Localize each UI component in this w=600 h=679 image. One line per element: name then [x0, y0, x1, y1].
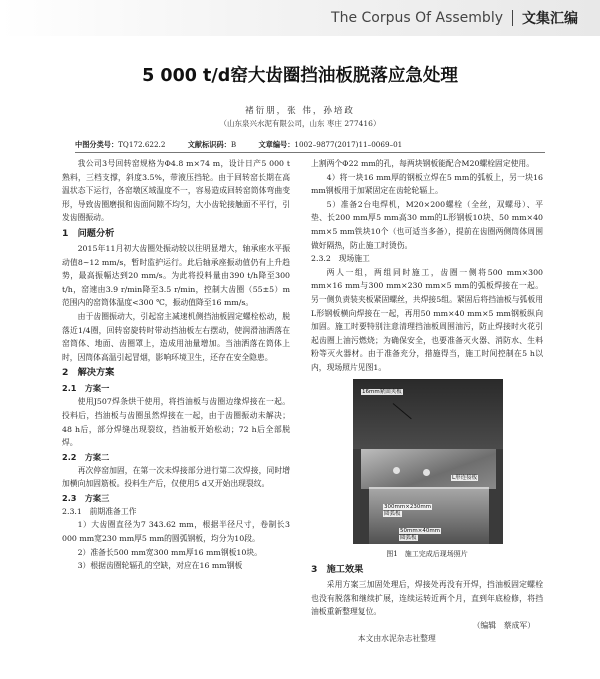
- section-2-3-2-heading: 2.3.2 现场施工: [311, 254, 370, 264]
- left-column: [62, 157, 290, 573]
- photo-oil-baffle: [361, 449, 496, 489]
- photo-bolt: [393, 467, 400, 474]
- section-2-3-2-paragraph: 两人一组，两组同时施工，齿圈一侧将500 mm×300 mm×16 mm与300 mm×230 mm×5 mm的弧板焊接在一起。另一侧负责装夹板紧固螺丝，共焊接5组。紧固后将挡油板与弧板用L形钢板横向焊接在一起，再用50 mm×40 mm×5 mm钢板纵向加固。施工时要特别注意清理挡油板周围油污，防止焊接时火花引起齿圈上油污燃烧；为确保安全，也要准备灭火器、消防水、生料粉等灭火器材。由于准备充分，措施得当，施工时间控制在5 h以内，现场照片见图1。: [311, 267, 543, 372]
- no-label: 文章编号：: [258, 140, 295, 149]
- article-authors: 褚衍朋，张 伟，孙培政: [245, 106, 355, 116]
- doc-value: B: [230, 140, 237, 149]
- clc-label: 中图分类号：: [75, 140, 119, 149]
- no-value: 1002–9877(2017)11–0069–01: [294, 140, 403, 149]
- section-2-2-paragraph: 再次停窑加固，在第一次未焊接部分进行第二次焊接，同时增加横向加固筋板。投料生产后，仅使用5 d又开始出现裂纹。: [62, 465, 290, 489]
- continued-paragraph: 上割两个Φ22 mm的孔，每两块钢板能配合M20螺栓固定使用。: [311, 159, 535, 168]
- article-meta: [75, 140, 422, 150]
- section-2-2-heading: 2.2 方案二: [62, 451, 110, 462]
- meta-divider: [75, 152, 545, 153]
- section-2-heading: 2 解决方案: [62, 367, 115, 379]
- label-arc-plate-size: 300mm×230mm: [384, 503, 432, 510]
- section-2-3-heading: 2.3 方案三: [62, 492, 110, 503]
- prep-item-4: 4）将一块16 mm厚的钢板立焊在5 mm的弧板上，另一块16 mm钢板用于加紧固定在齿轮轮辐上。: [311, 172, 543, 196]
- journal-title-en: The Corpus Of Assembly: [331, 10, 503, 26]
- label-clamp-plate: 16mm紧固夹板: [362, 388, 402, 395]
- article-title: 5 000 t/d窑大齿圈挡油板脱落应急处理: [142, 66, 458, 86]
- article-affiliation: （山东泉兴水泥有限公司，山东 枣庄 277416）: [219, 119, 381, 128]
- section-1-paragraph-2: 由于齿圈振动大，引起窑主减速机侧挡油板固定螺栓松动，脱落近1/4圈，回转窑旋转时带动挡油板左右摆动，使润滑油洒落在窑筒体、地面、齿圈罩上，造成用油量增加。当油洒落在筒体上时，因筒体高温引起冒烟，影响环境卫生，还存在安全隐患。: [62, 311, 290, 362]
- section-2-1-heading: 2.1 方案一: [62, 383, 110, 394]
- journal-title-cn: 文集汇编: [522, 11, 578, 27]
- label-block-size: 50mm×40mm: [400, 527, 441, 534]
- label-arc-plate: 圆弧板: [384, 510, 401, 517]
- section-3-paragraph: 采用方案三加固处理后，焊接处再没有开焊，挡油板固定螺栓也没有脱落和继续扩展，连续运转近两个月，直到年底检修，将挡油板重新整理复位。: [311, 580, 543, 617]
- label-l-plate: L形连接板: [452, 474, 478, 481]
- page-header: [0, 0, 600, 36]
- section-3-heading: 3 施工效果: [311, 564, 364, 576]
- prep-item-5: 5）准备2台电焊机，M20×200螺栓（全丝，双螺母）、平垫、长200 mm厚5 mm高30 mm的L形钢板10块、50 mm×40 mm×5 mm铁块10个（也可适当多备），提前在齿圈两侧筒体周围做好隔热，防止施工时烫伤。: [311, 199, 543, 250]
- right-column: [311, 157, 543, 646]
- section-2-3-1-item-3: 3）根据齿圈轮辐孔的空缺，对应在16 mm钢板: [77, 561, 243, 571]
- clc-value: TQ172.622.2: [118, 140, 166, 149]
- section-1-heading: 1 问题分析: [62, 227, 115, 239]
- photo-bolt: [423, 469, 430, 476]
- footer-note: 本文由水泥杂志社整理: [357, 634, 436, 644]
- intro-paragraph: 我公司3号回转窑规格为Φ4.8 m×74 m，设计日产5 000 t熟料，三档支撑，斜度3.5%，带液压挡轮。由于回转窑长期在高温状态下运行，各窑墩区域温度不一，容易造成回转窑筒体弯曲变形，导致齿圈磨损和齿面间隙不均匀，大小齿轮接触面不平行，引发齿圈振动。: [62, 159, 290, 223]
- section-2-3-1-item-2: 2）准备长500 mm宽300 mm厚16 mm钢板10块。: [77, 547, 262, 557]
- section-1-paragraph-1: 2015年11月初大齿圈处振动较以往明显增大，轴承座水平振动值8~12 mm/s，暂时监护运行。此后轴承座振动值仍有上升趋势，最高振幅达到20 mm/s。为此将投料量由390 t/h降至300 t/h，窑速由3.9 r/min降至3.5 r/min，控制大齿圈（55±5）m范围内的窑筒体温度<300 ℃，振动值降至16 mm/s。: [62, 243, 290, 308]
- editor-note: （编辑 蔡成军）: [472, 620, 535, 630]
- header-divider: [512, 10, 513, 26]
- site-photo-figure: [353, 379, 503, 544]
- figure-caption: 图1 施工完成后现场照片: [386, 549, 468, 558]
- section-2-3-1-heading: 2.3.1 前期准备工作: [62, 506, 137, 516]
- label-block-plate: 圆弧板: [400, 534, 417, 541]
- doc-label: 文献标识码：: [187, 140, 231, 149]
- section-2-1-paragraph: 使用J507焊条烘干使用，将挡油板与齿圈边缘焊接在一起。投料后，挡油板与齿圈虽然焊接在一起，由于齿圈振动未解决；48 h后，部分焊缝出现裂纹，挡油板开始松动；72 h后全部脱焊。: [62, 397, 290, 448]
- section-2-3-1-item-1: 1）大齿圈直径为7 343.62 mm，根据半径尺寸，卷制长3 000 mm宽230 mm厚5 mm的圆弧钢板，均分为10段。: [62, 520, 290, 544]
